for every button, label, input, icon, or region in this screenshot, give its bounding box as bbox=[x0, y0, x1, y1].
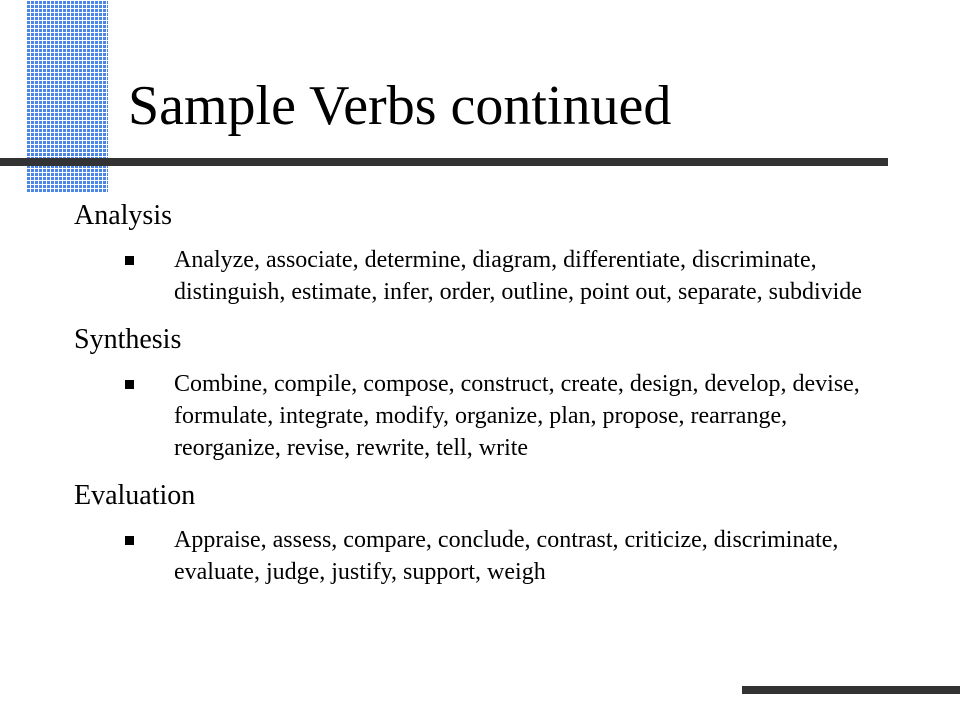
section-heading: Analysis bbox=[74, 200, 172, 231]
bullet-text: Combine, compile, compose, construct, create, design, develop, devise, formulate, integrate, modify, organize, plan, propose, rearrange, reorganize, revise, rewrite, tell, write bbox=[174, 371, 860, 461]
square-bullet-icon bbox=[125, 256, 134, 265]
bullet-text: Analyze, associate, determine, diagram, differentiate, discriminate, distinguish, estimate, infer, order, outline, point out, separate, subdivide bbox=[174, 247, 862, 305]
section-heading: Evaluation bbox=[74, 480, 196, 511]
section-heading: Synthesis bbox=[74, 324, 182, 355]
square-bullet-icon bbox=[125, 536, 134, 545]
slide-content bbox=[74, 198, 894, 602]
corner-rule bbox=[742, 686, 960, 694]
section-evaluation bbox=[74, 478, 894, 588]
section-synthesis bbox=[74, 322, 894, 464]
bullet-item bbox=[74, 524, 864, 588]
slide-title: Sample Verbs continued bbox=[128, 75, 672, 137]
title-rule bbox=[0, 158, 888, 166]
bullet-item bbox=[74, 368, 864, 464]
bullet-item bbox=[74, 244, 864, 308]
bullet-text: Appraise, assess, compare, conclude, contrast, criticize, discriminate, evaluate, judge, justify, support, weigh bbox=[174, 527, 839, 585]
section-analysis bbox=[74, 198, 894, 308]
square-bullet-icon bbox=[125, 380, 134, 389]
